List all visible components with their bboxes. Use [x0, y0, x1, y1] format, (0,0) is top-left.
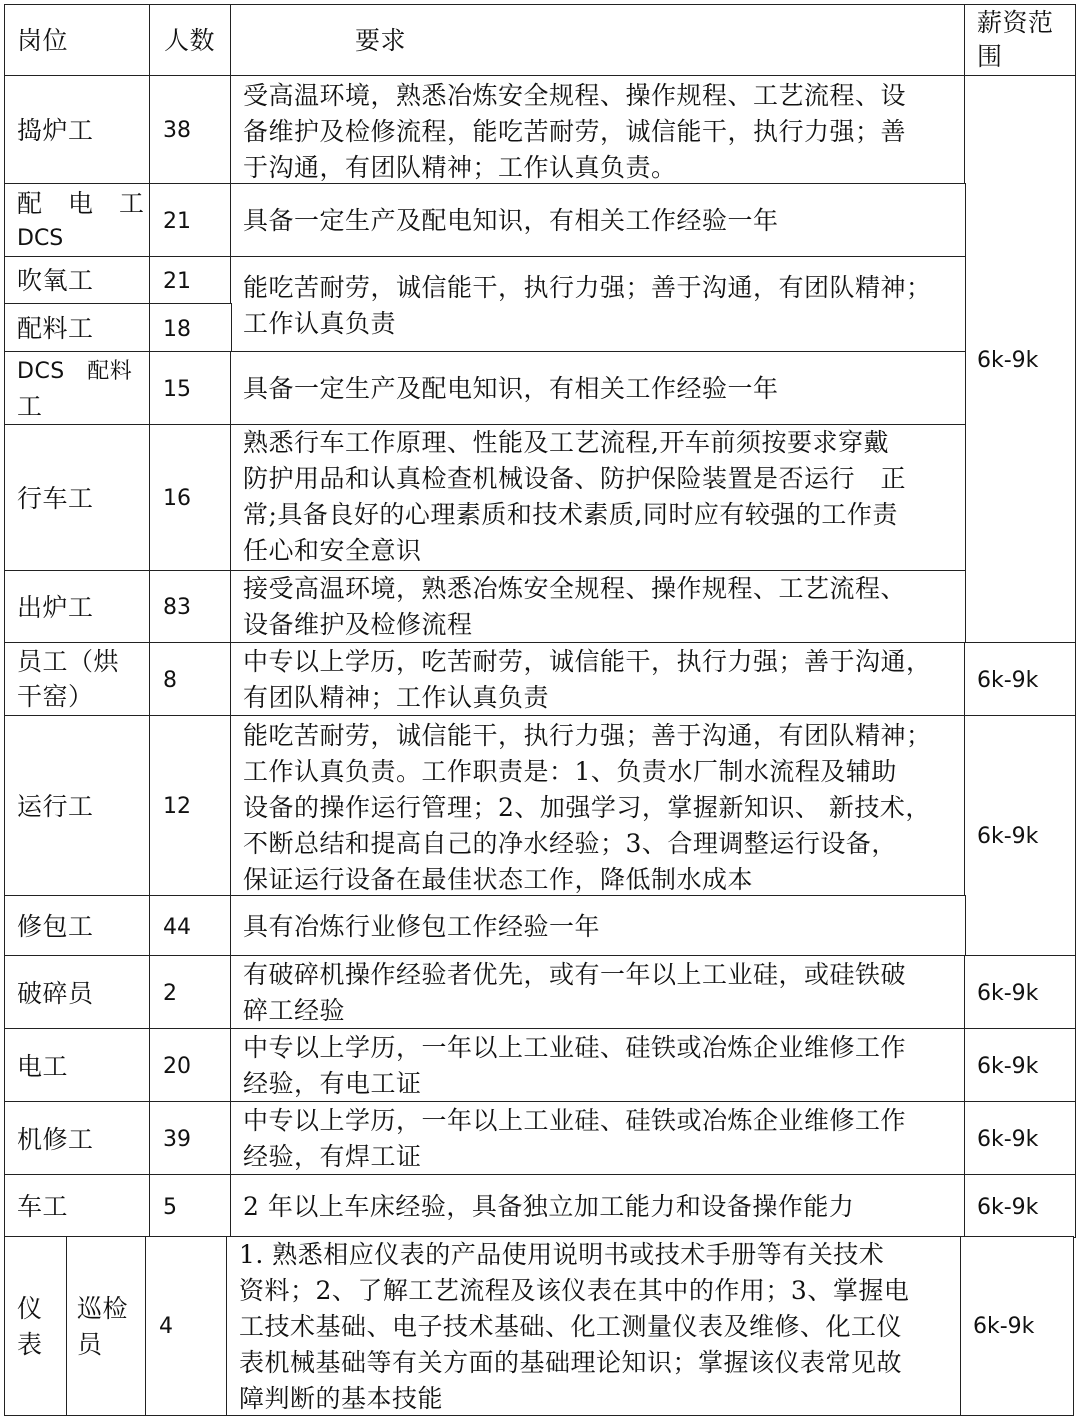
header-salary-line2: 围 [977, 42, 1003, 71]
table-row-position: 捣炉工 [4, 75, 151, 185]
table-row-requirement: 2 年以上车床经验，具备独立加工能力和设备操作能力 [230, 1174, 966, 1238]
header-position: 岗位 [17, 26, 69, 55]
table-row-requirement: 中专以上学历，吃苦耐劳，诚信能干，执行力强；善于沟通， 有团队精神；工作认真负责 [230, 642, 966, 717]
table-row-requirement: 接受高温环境，熟悉冶炼安全规程、操作规程、工艺流程、 设备维护及检修流程 [230, 570, 966, 644]
table-row-requirement: 能吃苦耐劳，诚信能干，执行力强；善于沟通，有团队精神； 工作认真负责 [230, 256, 966, 353]
table-row-count: 2 [149, 955, 232, 1030]
table-row-position: 配 电 工 DCS [4, 183, 151, 258]
table-row-requirement: 中专以上学历，一年以上工业硅、硅铁或冶炼企业维修工作 经验，有电工证 [230, 1028, 966, 1103]
table-row-count: 5 [149, 1174, 232, 1238]
table-row-requirement: 具备一定生产及配电知识，有相关工作经验一年 [230, 351, 966, 426]
table-row-requirement: 中专以上学历，一年以上工业硅、硅铁或冶炼企业维修工作 经验，有焊工证 [230, 1101, 966, 1176]
table-row-requirement: 1. 熟悉相应仪表的产品使用说明书或技术手册等有关技术 资料；2、了解工艺流程及该仪表在其中的作用；3、掌握电 工技术基础、电子技术基础、化工测量仪表及维修、化工仪 表机械基础等有关方面的基础理论知识；掌握该仪表常见故 障判断的基本技能 [226, 1236, 962, 1416]
table-row-count: 44 [149, 895, 232, 957]
table-row-count: 83 [149, 570, 232, 644]
table-row-position: 员工（烘 干窑） [4, 642, 151, 717]
table-row-position: 配料工 [4, 303, 151, 353]
table-row-position: 出炉工 [4, 570, 151, 644]
table-row-count: 38 [149, 75, 232, 185]
table-row-position: 行车工 [4, 424, 151, 572]
salary-cell: 6k-9k [964, 955, 1076, 1030]
table-row-requirement: 具备一定生产及配电知识，有相关工作经验一年 [230, 183, 966, 258]
salary-cell: 6k-9k [964, 1174, 1076, 1238]
header-salary-cell [964, 4, 1076, 77]
table-row-count: 39 [149, 1101, 232, 1176]
table-row-count: 21 [149, 183, 232, 258]
header-requirement: 要求 [355, 26, 407, 55]
table-row-count: 12 [149, 715, 232, 897]
table-row-position: 巡检 员 [66, 1236, 147, 1416]
table-row-requirement: 熟悉行车工作原理、性能及工艺流程,开车前须按要求穿戴 防护用品和认真检查机械设备、防护保险装置是否运行 正 常;具备良好的心理素质和技术素质,同时应有较强的工作责 任心和安全意识 [230, 424, 966, 572]
table-row-count: 18 [149, 303, 232, 353]
table-row-position: 吹氧工 [4, 256, 151, 305]
table-row-requirement: 能吃苦耐劳，诚信能干，执行力强；善于沟通，有团队精神； 工作认真负责。工作职责是：1、负责水厂制水流程及辅助 设备的操作运行管理；2、加强学习，掌握新知识、 新技术， 不断总结和提高自己的净水经验；3、合理调整运行设备， 保证运行设备在最佳状态工作，降低制水成本 [230, 715, 966, 897]
table-row-requirement: 有破碎机操作经验者优先，或有一年以上工业硅，或硅铁破 碎工经验 [230, 955, 966, 1030]
table-row-group: 仪 表 [4, 1236, 68, 1416]
salary-cell-merged-2: 6k-9k [964, 715, 1076, 957]
table-row-position: 车工 [4, 1174, 151, 1238]
table-row-count: 15 [149, 351, 232, 426]
salary-cell: 6k-9k [964, 1101, 1076, 1176]
header-position-cell [4, 4, 151, 77]
table-row-count: 20 [149, 1028, 232, 1103]
header-requirement-cell [230, 4, 966, 77]
table-row-position: 运行工 [4, 715, 151, 897]
table-row-count: 4 [145, 1236, 228, 1416]
table-row-count: 8 [149, 642, 232, 717]
salary-cell-merged-1: 6k-9k [964, 75, 1076, 644]
table-row-position: 电工 [4, 1028, 151, 1103]
header-count: 人数 [164, 26, 216, 55]
table-row-position: 修包工 [4, 895, 151, 957]
table-row-count: 21 [149, 256, 232, 305]
salary-cell: 6k-9k [960, 1236, 1074, 1416]
salary-cell: 6k-9k [964, 1028, 1076, 1103]
table-row-position: DCS 配料 工 [4, 351, 151, 426]
header-salary-line1: 薪资范 [977, 8, 1054, 37]
salary-cell: 6k-9k [964, 642, 1076, 717]
table-row-requirement: 具有冶炼行业修包工作经验一年 [230, 895, 966, 957]
table-row-requirement: 受高温环境，熟悉冶炼安全规程、操作规程、工艺流程、设 备维护及检修流程，能吃苦耐劳，诚信能干，执行力强；善 于沟通，有团队精神；工作认真负责。 [230, 75, 966, 185]
table-row-position: 机修工 [4, 1101, 151, 1176]
table-row-count: 16 [149, 424, 232, 572]
table-row-position: 破碎员 [4, 955, 151, 1030]
header-count-cell [149, 4, 232, 77]
